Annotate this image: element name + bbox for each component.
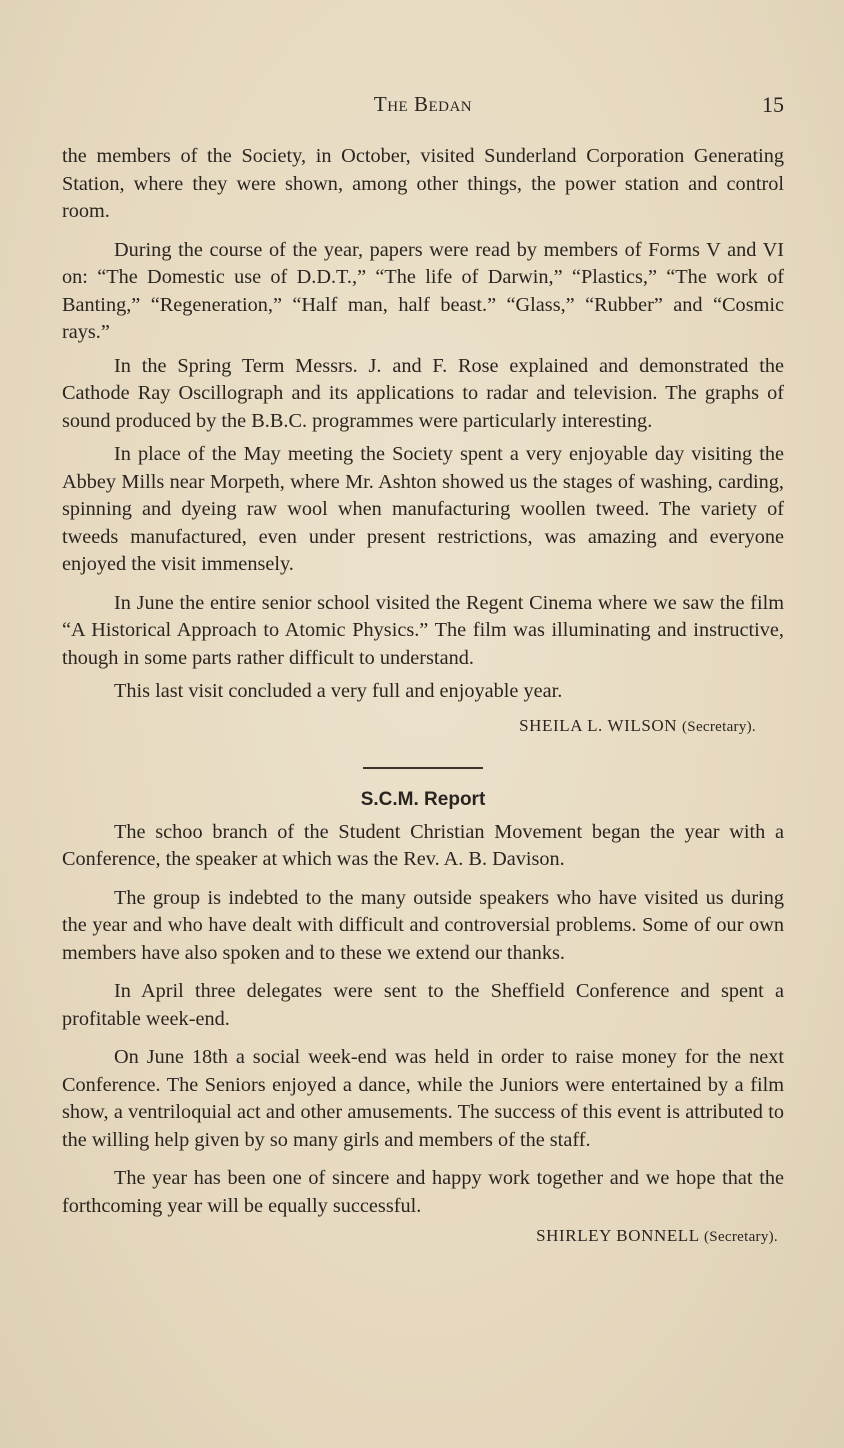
signature-block <box>62 714 784 739</box>
paragraph: The schoo branch of the Student Christian Movement began the year with a Conference, the speaker at which was the Rev. A. B. Davison. <box>62 820 784 870</box>
paragraph: In the Spring Term Messrs. J. and F. Rose explained and demonstrated the Cathode Ray Oscillograph and its applications to radar and television. The graphs of sound produced by the B.B.C. programmes were particularly interesting. <box>62 354 784 432</box>
article-body <box>62 143 784 1249</box>
signature-name: SHIRLEY BONNELL <box>536 1226 700 1245</box>
paragraph: the members of the Society, in October, visited Sunderland Corporation Generating Station, where they were shown, among other things, the power station and control room. <box>62 145 784 222</box>
page-header <box>62 92 784 122</box>
section-divider <box>363 767 483 769</box>
paragraph: This last visit concluded a very full and enjoyable year. <box>114 680 563 702</box>
paragraph: In June the entire senior school visited the Regent Cinema where we saw the film “A Historical Approach to Atomic Physics.” The film was illuminating and instructive, though in some parts rather difficult to understand. <box>62 591 784 669</box>
paragraph: In April three delegates were sent to the Sheffield Conference and spent a profitable week-end. <box>62 980 784 1030</box>
running-title: The Bedan <box>373 92 473 116</box>
signature-block <box>62 1224 784 1249</box>
paragraph: In place of the May meeting the Society spent a very enjoyable day visiting the Abbey Mills near Morpeth, where Mr. Ashton showed us the stages of washing, carding, spinning and dyeing raw wool when manufacturing woollen tweed. The variety of tweeds manufactured, even under present restrictions, was amazing and everyone enjoyed the visit immensely. <box>62 443 784 575</box>
signature-name: SHEILA L. WILSON <box>519 715 678 735</box>
section-heading: S.C.M. Report <box>360 788 486 810</box>
signature-role: (Secretary). <box>682 718 756 735</box>
paragraph: On June 18th a social week-end was held in order to raise money for the next Conference. The Seniors enjoyed a dance, while the Juniors were entertained by a film show, a ventriloquial act and other amusements. The success of this event is attributed to the willing help given by so many girls and members of the staff. <box>62 1046 784 1151</box>
paragraph: The year has been one of sincere and happy work together and we hope that the forthcoming year will be equally successful. <box>62 1167 784 1217</box>
signature-role: (Secretary). <box>704 1229 778 1245</box>
page-number: 15 <box>762 92 784 117</box>
paragraph: The group is indebted to the many outside speakers who have visited us during the year and who have dealt with difficult and controversial problems. Some of our own members have also spoken and to these we extend our thanks. <box>62 886 784 964</box>
paragraph: During the course of the year, papers were read by members of Forms V and VI on: “The Domestic use of D.D.T.,” “The life of Darwin,” “Plastics,” “The work of Banting,” “Regeneration,” “Half man, half beast.” “Glass,” “Rubber” and “Cosmic rays.” <box>62 238 784 343</box>
